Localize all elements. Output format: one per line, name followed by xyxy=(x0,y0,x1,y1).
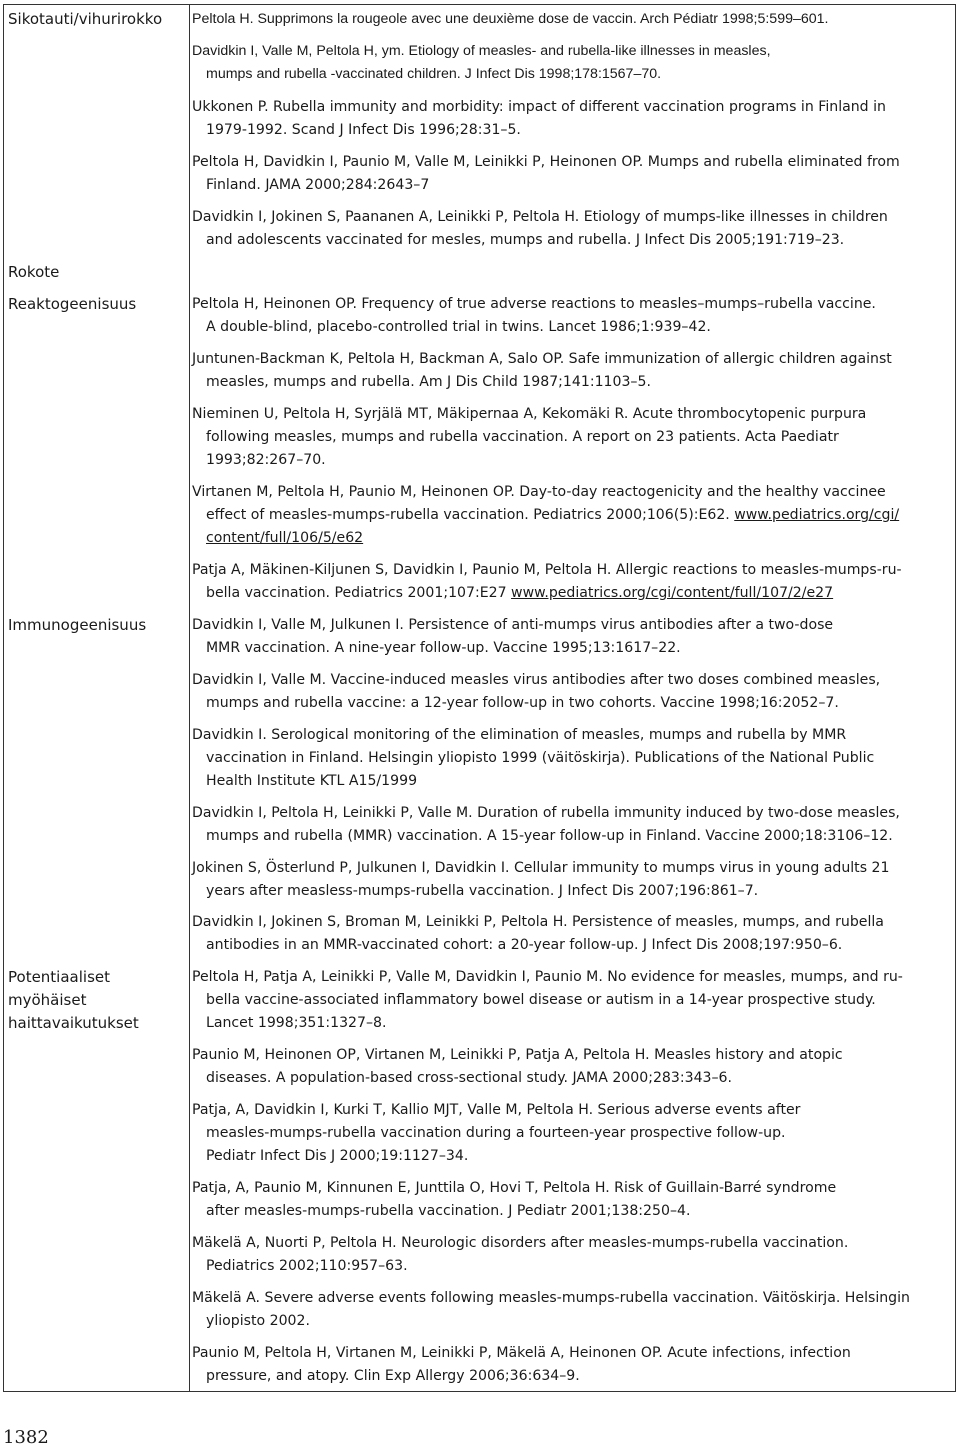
reference-line: Jokinen S, Österlund P, Julkunen I, Davidkin I. Cellular immunity to mumps virus in young adults 21 xyxy=(192,860,890,876)
reference-line: MMR vaccination. A nine-year follow-up. Vaccine 1995;13:1617–22. xyxy=(206,640,681,656)
reference-line: Davidkin I, Valle M, Julkunen I. Persistence of anti-mumps virus antibodies after a two-dose xyxy=(192,617,834,633)
label-line: haittavaikutukset xyxy=(8,1014,139,1032)
reference-line: Nieminen U, Peltola H, Syrjälä MT, Mäkipernaa A, Kekomäki R. Acute thrombocytopenic purpura xyxy=(192,406,867,422)
reference-line: antibodies in an MMR-vaccinated cohort: a 20-year follow-up. J Infect Dis 2008;197:950–6. xyxy=(206,937,843,953)
reference-line: Pediatr Infect Dis J 2000;19:1127–34. xyxy=(206,1148,469,1164)
page-number: 1382 xyxy=(3,1427,49,1448)
reference-item xyxy=(192,481,944,550)
reference-item xyxy=(192,151,944,197)
reference-line: bella vaccine-associated inflammatory bowel disease or autism in a 14-year prospective study. xyxy=(206,992,876,1008)
reference-line: 1979-1992. Scand J Infect Dis 1996;28:31–5. xyxy=(206,122,521,138)
reference-item xyxy=(192,966,944,1035)
reference-line: Peltola H, Patja A, Leinikki P, Valle M, Davidkin I, Paunio M. No evidence for measles, mumps, and ru- xyxy=(192,969,903,985)
reference-line: Peltola H. Supprimons la rougeole avec une deuxième dose de vaccin. Arch Pédiatr 1998;5:599–601. xyxy=(192,11,829,27)
reference-line: Davidkin I, Jokinen S, Broman M, Leinikki P, Peltola H. Persistence of measles, mumps, and rubella xyxy=(192,914,884,930)
reference-line: Peltola H, Heinonen OP. Frequency of true adverse reactions to measles–mumps–rubella vaccine. xyxy=(192,296,876,312)
reference-item xyxy=(192,857,944,903)
reference-text: effect of measles-mumps-rubella vaccination. Pediatrics 2000;106(5):E62. xyxy=(206,507,735,523)
label-reaktogeenisuus: Reaktogeenisuus xyxy=(8,295,137,313)
reference-line: Finland. JAMA 2000;284:2643–7 xyxy=(206,177,430,193)
reference-item xyxy=(192,1044,944,1090)
label-immunogeenisuus: Immunogeenisuus xyxy=(8,616,147,634)
reference-line: measles-mumps-rubella vaccination during a fourteen-year prospective follow-up. xyxy=(206,1125,786,1141)
label-rokote: Rokote xyxy=(8,263,60,281)
pediatrics-link[interactable]: www.pediatrics.org/cgi/ xyxy=(734,507,900,523)
reference-item xyxy=(192,724,944,793)
reference-line: Health Institute KTL A15/1999 xyxy=(206,773,418,789)
reference-line: and adolescents vaccinated for mesles, mumps and rubella. J Infect Dis 2005;191:719–23. xyxy=(206,232,845,248)
reference-item xyxy=(192,669,944,715)
reference-item xyxy=(192,8,944,31)
reference-item xyxy=(192,802,944,848)
label-line: Potentiaaliset xyxy=(8,968,110,986)
reference-item xyxy=(192,96,944,142)
reference-item xyxy=(192,40,944,86)
reference-line: Paunio M, Peltola H, Virtanen M, Leinikki P, Mäkelä A, Heinonen OP. Acute infections, infection xyxy=(192,1345,851,1361)
reference-line: Virtanen M, Peltola H, Paunio M, Heinonen OP. Day-to-day reactogenicity and the healthy vaccinee xyxy=(192,484,886,500)
reference-line: Peltola H, Davidkin I, Paunio M, Valle M, Leinikki P, Heinonen OP. Mumps and rubella eliminated from xyxy=(192,154,900,170)
reference-line: Pediatrics 2002;110:957–63. xyxy=(206,1258,408,1274)
reference-item xyxy=(192,559,944,605)
reference-item xyxy=(192,614,944,660)
reference-line: yliopisto 2002. xyxy=(206,1313,310,1329)
reference-item xyxy=(192,1287,944,1333)
label-potentiaaliset-haittavaikutukset xyxy=(8,966,180,1035)
reference-line: after measles-mumps-rubella vaccination. J Pediatr 2001;138:250–4. xyxy=(206,1203,691,1219)
reference-line xyxy=(192,582,944,605)
reference-line: pressure, and atopy. Clin Exp Allergy 2006;36:634–9. xyxy=(206,1368,580,1384)
reference-item xyxy=(192,1177,944,1223)
reference-text: bella vaccination. Pediatrics 2001;107:E27 xyxy=(206,585,512,601)
reference-item xyxy=(192,403,944,472)
reference-line: Mäkelä A. Severe adverse events following measles-mumps-rubella vaccination. Väitöskirja. Helsingin xyxy=(192,1290,910,1306)
reference-item xyxy=(192,348,944,394)
reference-line: vaccination in Finland. Helsingin yliopisto 1999 (väitöskirja). Publications of the National Public xyxy=(206,750,875,766)
reference-item xyxy=(192,1232,944,1278)
reference-item xyxy=(192,1099,944,1168)
reference-line: A double-blind, placebo-controlled trial in twins. Lancet 1986;1:939–42. xyxy=(206,319,711,335)
reference-line: measles, mumps and rubella. Am J Dis Child 1987;141:1103–5. xyxy=(206,374,651,390)
reference-line: Davidkin I, Valle M, Peltola H, ym. Etiology of measles- and rubella-like illnesses in measles, xyxy=(192,43,771,59)
reference-line: Ukkonen P. Rubella immunity and morbidity: impact of different vaccination programs in Finland in xyxy=(192,99,886,115)
reference-item xyxy=(192,206,944,252)
reference-line: Davidkin I. Serological monitoring of the elimination of measles, mumps and rubella by MMR xyxy=(192,727,847,743)
label-sikotauti-vihurirokko: Sikotauti/vihurirokko xyxy=(8,10,163,28)
label-line: myöhäiset xyxy=(8,991,87,1009)
pediatrics-link-continued[interactable]: content/full/106/5/e62 xyxy=(206,530,364,546)
reference-line: following measles, mumps and rubella vaccination. A report on 23 patients. Acta Paediatr xyxy=(206,429,839,445)
pediatrics-link[interactable]: www.pediatrics.org/cgi/content/full/107/2/e27 xyxy=(511,585,834,601)
reference-item xyxy=(192,293,944,339)
reference-line: Lancet 1998;351:1327–8. xyxy=(206,1015,387,1031)
reference-line xyxy=(192,504,944,527)
reference-line: diseases. A population-based cross-sectional study. JAMA 2000;283:343–6. xyxy=(206,1070,733,1086)
reference-line: Patja A, Mäkinen-Kiljunen S, Davidkin I, Paunio M, Peltola H. Allergic reactions to measles-mumps-ru- xyxy=(192,562,902,578)
reference-line: Patja, A, Davidkin I, Kurki T, Kallio MJT, Valle M, Peltola H. Serious adverse events after xyxy=(192,1102,801,1118)
reference-line: Mäkelä A, Nuorti P, Peltola H. Neurologic disorders after measles-mumps-rubella vaccination. xyxy=(192,1235,849,1251)
reference-line: Patja, A, Paunio M, Kinnunen E, Junttila O, Hovi T, Peltola H. Risk of Guillain-Barré syndrome xyxy=(192,1180,837,1196)
reference-line: 1993;82:267–70. xyxy=(206,452,326,468)
reference-line: Paunio M, Heinonen OP, Virtanen M, Leinikki P, Patja A, Peltola H. Measles history and atopic xyxy=(192,1047,843,1063)
reference-line: Juntunen-Backman K, Peltola H, Backman A, Salo OP. Safe immunization of allergic children against xyxy=(192,351,892,367)
reference-line: Davidkin I, Jokinen S, Paananen A, Leinikki P, Peltola H. Etiology of mumps-like illnesses in children xyxy=(192,209,888,225)
reference-item xyxy=(192,1342,944,1388)
reference-line: mumps and rubella -vaccinated children. J Infect Dis 1998;178:1567–70. xyxy=(206,66,662,82)
column-divider xyxy=(189,5,190,1391)
reference-line: Davidkin I, Peltola H, Leinikki P, Valle M. Duration of rubella immunity induced by two-dose measles, xyxy=(192,805,900,821)
reference-line: mumps and rubella vaccine: a 12-year follow-up in two cohorts. Vaccine 1998;16:2052–7. xyxy=(206,695,839,711)
reference-line: mumps and rubella (MMR) vaccination. A 15-year follow-up in Finland. Vaccine 2000;18:3106–12. xyxy=(206,828,893,844)
reference-line xyxy=(192,527,944,550)
reference-line: Davidkin I, Valle M. Vaccine-induced measles virus antibodies after two doses combined measles, xyxy=(192,672,881,688)
reference-line: years after measless-mumps-rubella vaccination. J Infect Dis 2007;196:861–7. xyxy=(206,883,759,899)
reference-item xyxy=(192,911,944,957)
